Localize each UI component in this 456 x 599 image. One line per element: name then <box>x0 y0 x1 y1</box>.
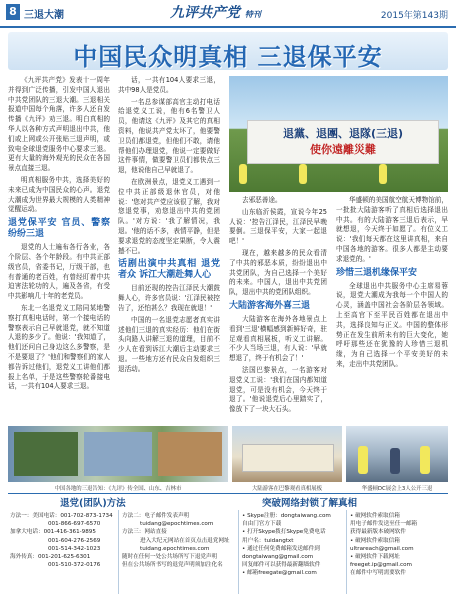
footer-line: 加拿大电话：001-416-361-9895 <box>10 529 96 536</box>
person-figure <box>299 164 307 184</box>
footer-line: • 破网软件索取信箱 <box>350 513 400 519</box>
footer-line: 方法二：电子邮件发表声明 <box>122 513 190 519</box>
footer-line: • 破网软件下载网址 <box>350 554 400 561</box>
section-title: 三退大潮 <box>24 10 64 21</box>
paragraph: 山东临沂侯霞，宣说今年25人说：'控告江泽民，江泽民早晚要倒。三退保平安，大家一起退吧！' <box>229 207 327 246</box>
photo-panel <box>14 432 78 476</box>
footer-line: 获得最新版本破网软件 <box>350 529 406 536</box>
paragraph: 话，一共有104人要求三退，共中98人是党员。 <box>118 76 220 94</box>
photo-caption: 大陆游客在巴黎观看真相展板 <box>251 486 323 492</box>
footer-line: 在邮件中写明需要软件 <box>350 570 406 577</box>
footer-line: 海外传真：001-201-625-6301 <box>10 554 91 561</box>
person-figure <box>358 446 368 474</box>
page-number: 8 <box>6 4 20 20</box>
footer-line: • Skype注册：dongtaiwang.com <box>242 513 331 519</box>
person-figure <box>379 164 387 184</box>
photo-panel <box>158 432 222 476</box>
person-figure <box>239 164 247 184</box>
photo-caption: 中国各地的三退告知：《九评》传全国、山东、吉林市 <box>54 486 182 492</box>
paragraph: 现在，越来越多的民众看清了中共的邪恶本质，纷纷退出中共党团队，为自己选择一个美好的未来。中国人，退出中共党团队，退出中共的党团队组织。 <box>229 248 327 297</box>
footer-line: 001-510-372-0176 <box>48 562 101 569</box>
footer-line: 但在公共场所书写的退党声明须加注化名 <box>122 562 223 569</box>
paragraph: 明真相服务中共，选择美好的未来已成为中国民众的心声。退党大潮成为世界最大规模的人类精神觉醒运动。 <box>8 175 110 214</box>
paragraph: 东北一名退党义工陪同某地警察打真相电话时，第一个接电话的警察表示自己早就退党，就不知道人退的多少了。他说：'我知道了，他们还问自己身边这么多警察，是不是要退了？'他们和警察们的家人都告诉过他们，退党义工讲他们都报上名单，于是这些警察轮番接电话，一共有104人要求三退。 <box>8 303 110 391</box>
footer-line: • 打开Skype拨打Skype免费电话 <box>242 529 326 536</box>
photo-paris <box>232 426 342 482</box>
paragraph: 一名总参谋部高官主动打电话给退党义工说，他有6名警卫人员，他请这《九评》及其它的真相资料，他说共产党太坏了，他要警卫员们都退党，但他们不敢，请他帮他们办理退党，他说一定要做好这件事情，做要警卫员们都快点三退，他说他自己早就退了。 <box>118 97 220 175</box>
article-column-3 <box>229 196 327 422</box>
photo-washington <box>346 426 448 482</box>
footer-circumvention-2 <box>350 512 448 578</box>
photo-collage-china <box>8 426 228 482</box>
paragraph: 法国巴黎景点，一名游客对退党义工说：'我们在国内都知道退党，可是没有机会，今天终于退了。'他说退党后心里踏实了，像放下了一块大石头。 <box>229 365 327 414</box>
paragraph: 全球退出中共服务中心主席易蓉说，退党大潮成为我每一个中国人的心灵，涵盖中国社会各阶层各领域。上至高官下至平民百姓都在退出中共，选择良知与正义。中国的整体形势正在发生前所未有的巨大变化，她呼吁那些还在犹豫的人珍惜三退机缘，为自己选择一个平安美好的未来，走出中共党团队。 <box>336 281 448 368</box>
article-column-1 <box>8 76 110 422</box>
footer-line: • 通过任何免费邮箱发送邮件到 <box>242 545 320 552</box>
paragraph: 退党的人士遍布各行各业，各个阶层、各个年龄段。有中共正部级官员，省委书记，厅级干部，也有普通的老百姓，有曾经盯着中共迫害法轮功的人，遍及各省，有受中共影响几十年的老党员。 <box>8 243 110 301</box>
paragraph: 中国的一名退党志愿者真实讲述他们三退的真实经历：他们在街头向路人讲解三退的道理，目前不少人在看到诉江大潮后主动要求三退。一些地方还有民众自发组织三退活动。 <box>118 315 220 373</box>
footer-line: 进入大纪元网站在首页点击退党网址 <box>140 537 230 544</box>
masthead-sub: 特刊 <box>244 10 261 19</box>
masthead-title: 九评共产党 <box>170 5 240 21</box>
subheading: 退党保平安 官员、警察纷纷三退 <box>8 218 110 240</box>
footer-phone-list <box>10 512 114 569</box>
footer-line: 方法三：网站直接 <box>122 529 167 536</box>
protest-photo <box>229 76 448 192</box>
footer-divider <box>346 510 347 594</box>
footer-line: 回复邮件可以获得最新翻墙软件 <box>242 562 321 569</box>
headline: 中国民众明真相 三退保平安 <box>73 43 383 71</box>
paragraph: 《九评共产党》发表十一周年并得到广泛传播，引发中国人退出中共党团队的三退大潮。三退相关报道中国每个角落，许多人还自发传播《九评》劝三退。明白真相的华人以各种方式声明退出中共，他们或上网或公开张贴三退声明，或致电全球退党服务中心要求三退。更有大量的海外观光的民众在各国景点直接三退。 <box>8 76 110 173</box>
page-header <box>0 0 456 28</box>
paragraph: 大陆游客在海外各地景点上看到'三退'横幅感到新鲜好奇，驻足观看真相展板，听义工讲解。不少人当场三退，有人说：'早就想退了，终于有机会了！' <box>229 314 327 363</box>
footer-divider <box>118 510 119 594</box>
footer-link[interactable]: ultrareach@gmail.com <box>350 545 414 552</box>
banner-sign-line2: 使你遠離災難 <box>310 143 376 156</box>
photo-caption: 华盛顿DC展会上3人公开三退 <box>361 486 433 492</box>
footer-circumvention-1 <box>242 512 342 578</box>
footer-line: 用户名：tuidangtxt <box>242 537 294 544</box>
person-figure <box>390 448 400 474</box>
footer-line: 自由门官方下载 <box>242 521 282 528</box>
subheading: 大陆游客海外喜三退 <box>229 300 311 311</box>
footer-line: 用电子邮件发送至任一邮箱 <box>350 521 418 528</box>
footer-line: • 破网软件索取信箱 <box>350 537 400 544</box>
issue-number: 2015年第143期 <box>380 11 448 21</box>
footer-link[interactable]: tuidang@epochtimes.com <box>140 521 214 528</box>
footer-link[interactable]: dongtaiwang@gmail.com <box>242 554 314 561</box>
article-column-4 <box>336 196 448 422</box>
footer-link[interactable]: tuidang.epochtimes.com <box>140 545 210 552</box>
footer-left-title: 退党(团队)方法 <box>60 498 126 509</box>
banner-sign-line1: 退黨、退團、退隊(三退) <box>282 127 404 140</box>
article-column-2 <box>118 76 220 422</box>
footer-link[interactable]: • 邮箱freegate@gmail.com <box>242 570 317 577</box>
footer-line: 随时在任何一处公共场所写下退党声明 <box>122 554 218 561</box>
paragraph: 目前还现的控告江泽民大潮鼓舞人心，许多官员说：'江泽民被控告了，还怕甚么？我现在就退！' <box>118 284 220 312</box>
photo-panel <box>84 432 152 476</box>
subheading: 珍惜三退机缘保平安 <box>336 267 418 278</box>
footer-line: 方法一：美国电话：001-702-873-1734 <box>10 513 113 519</box>
footer-line: 001-514-342-1023 <box>48 545 101 552</box>
paragraph: 去邪恶善途。 <box>242 196 282 204</box>
masthead <box>170 2 261 22</box>
paragraph: 华盛顿的美国航空航天博物馆前，一批批大陆游客听了真相后选择退出中共。有的大陆游客三退后表示，早就想退，今天终于如愿了。有位义工说：'我们每天都在这里讲真相，来自中国各地的游客。很多人都是主动要求退党的。' <box>336 196 448 263</box>
footer-right-title: 突破网络封锁了解真相 <box>262 498 358 509</box>
footer-link[interactable]: freeget.ip@gmail.com <box>350 562 412 569</box>
banner-sign <box>247 120 439 164</box>
footer-methods <box>122 512 234 569</box>
headline-banner <box>8 32 448 70</box>
footer-line: 001-604-276-2569 <box>48 537 101 544</box>
footer-line: 001-866-697-6570 <box>48 521 101 528</box>
subheading: 话剧出演中共真相 退党者众 诉江大潮赴舞人心 <box>118 259 220 281</box>
display-board <box>242 444 334 472</box>
person-figure <box>420 446 430 474</box>
footer-divider <box>238 510 239 594</box>
paragraph: 在欧洲景点，退党义工遇到一位中共正部级退休官员，对他说：'您对共产党应该很了解，我对您退党事，劝您退出中共的党团队。'对方说：'我了解情况，我退。'他的话不多，表情平静，但是要求退党的态度坚定果断，令人震撼不已。 <box>118 177 220 255</box>
